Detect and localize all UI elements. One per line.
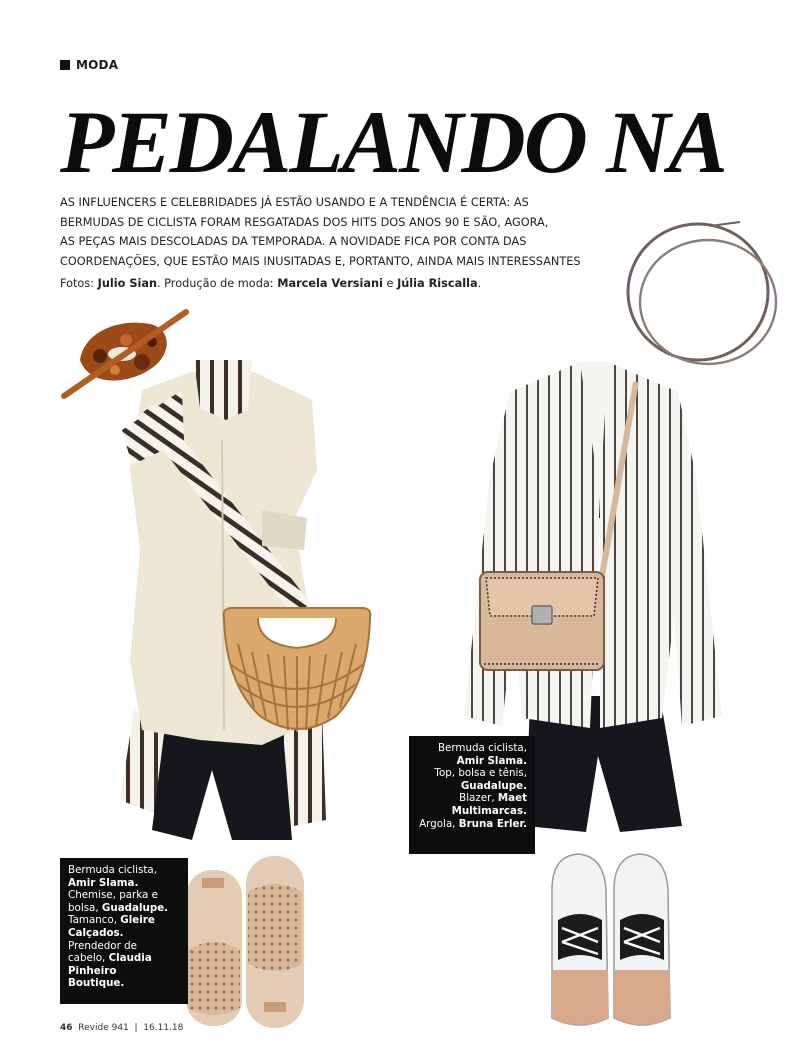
issue-date: 16.11.18 — [143, 1023, 184, 1033]
hoop-earrings-image — [622, 216, 782, 366]
caption-line — [417, 755, 527, 768]
credits-photos-label: Fotos: — [60, 277, 98, 290]
caption-text: cabelo, — [68, 952, 109, 965]
look-left-image — [112, 350, 337, 855]
credits-stylist-1: Marcela Versiani — [277, 277, 383, 290]
caption-text: Amir Slama. — [68, 876, 139, 889]
caption-line — [417, 818, 527, 831]
intro-line: AS INFLUENCERS E CELEBRIDADES JÁ ESTÃO USANDO E A TENDÊNCIA É CERTA: AS — [60, 196, 529, 209]
caption-text: Bermuda ciclista, — [68, 864, 158, 876]
intro-line: AS PEÇAS MAIS DESCOLADAS DA TEMPORADA. A NOVIDADE FICA POR CONTA DAS — [60, 235, 527, 248]
caption-left — [60, 858, 188, 1004]
caption-line — [68, 940, 180, 953]
caption-line — [417, 742, 527, 755]
caption-line — [68, 952, 180, 965]
caption-line — [68, 889, 180, 902]
credits-end: . — [477, 277, 482, 290]
folio-separator: | — [134, 1023, 138, 1033]
caption-line — [417, 767, 527, 780]
caption-line — [417, 792, 527, 805]
caption-text: Tamanco, — [68, 914, 121, 927]
caption-text: Prendedor de — [68, 939, 137, 952]
caption-text: Top, bolsa e tênis, — [434, 767, 527, 780]
caption-credit: Gleire — [120, 914, 155, 927]
caption-line — [68, 927, 180, 940]
credits-production-label: . Produção de moda: — [157, 277, 278, 290]
caption-line — [417, 805, 527, 818]
section-tag — [60, 58, 118, 72]
caption-credit: Maet — [497, 792, 527, 805]
caption-line — [68, 977, 180, 990]
caption-line — [68, 902, 180, 915]
mules-image — [180, 852, 315, 1034]
caption-text: bolsa, — [68, 901, 102, 914]
page-folio — [60, 1023, 183, 1033]
headline: PEDALANDO NA — [60, 94, 726, 192]
caption-text: Argola, — [419, 817, 459, 830]
caption-text: Pinheiro — [68, 964, 117, 977]
bamboo-bag-image — [218, 604, 376, 740]
caption-credit: Guadalupe. — [101, 901, 169, 914]
caption-text: Bermuda ciclista, — [437, 742, 527, 754]
caption-line — [68, 877, 180, 890]
intro-line: BERMUDAS DE CICLISTA FORAM RESGATADAS DOS HITS DOS ANOS 90 E SÃO, AGORA, — [60, 215, 549, 229]
caption-credit: Claudia — [108, 952, 152, 965]
caption-right — [409, 736, 535, 854]
caption-line — [417, 780, 527, 793]
caption-text: Boutique. — [68, 977, 125, 990]
section-label: MODA — [76, 58, 119, 72]
credits-stylist-2: Júlia Riscalla — [397, 277, 478, 290]
caption-line — [68, 864, 180, 877]
section-square-icon — [60, 60, 70, 70]
page-number: 46 — [60, 1023, 73, 1033]
photo-credits — [60, 277, 481, 290]
credits-connector: e — [382, 277, 398, 290]
caption-text: Guadalupe. — [460, 779, 527, 792]
intro-text — [60, 193, 640, 271]
caption-text: Chemise, parka e — [68, 889, 158, 902]
sneakers-image — [548, 850, 674, 1032]
credits-photographer: Julio Sian — [97, 277, 157, 290]
caption-text: Calçados. — [68, 926, 124, 939]
caption-line — [68, 965, 180, 978]
caption-credit: Bruna Erler. — [458, 817, 527, 830]
caption-text: Multimarcas. — [451, 804, 527, 817]
caption-line — [68, 914, 180, 927]
caption-text: Blazer, — [459, 792, 498, 805]
intro-line: COORDENAÇÕES, QUE ESTÃO MAIS INUSITADAS E, PORTANTO, AINDA MAIS INTERESSANTES — [60, 254, 581, 268]
magazine-issue: Revide 941 — [78, 1023, 129, 1033]
caption-text: Amir Slama. — [456, 754, 527, 767]
crossbody-bag-image — [478, 568, 606, 672]
